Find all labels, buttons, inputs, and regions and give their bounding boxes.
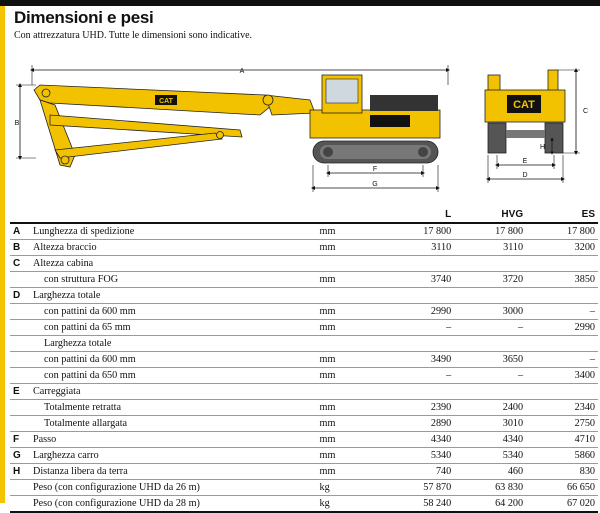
row-letter (10, 304, 30, 320)
table-row (10, 400, 598, 416)
row-label: con pattini da 650 mm (43, 369, 136, 381)
upper-structure (310, 75, 440, 138)
row-label: Altezza braccio (32, 241, 97, 253)
row-label: Peso (con configurazione UHD da 26 m) (32, 481, 200, 493)
row-value-hvg (454, 256, 526, 272)
row-letter: B (13, 241, 21, 253)
row-value-es: 67 020 (566, 497, 595, 509)
row-label: Lunghezza di spedizione (32, 225, 135, 237)
row-value-l (382, 256, 454, 272)
row-value-l: 4340 (430, 433, 452, 445)
row-letter (10, 400, 30, 416)
dimensions-table (10, 208, 598, 513)
row-unit: mm (319, 321, 336, 333)
row-label: Carreggiata (32, 385, 81, 397)
right-track-front (545, 123, 563, 153)
counterweight-logo-plate (370, 115, 410, 127)
dimensions-figure (10, 55, 600, 205)
row-letter: E (13, 385, 20, 397)
page-accent-bar (0, 0, 5, 503)
table-row (10, 368, 598, 384)
boom-arm (34, 85, 315, 167)
table-row (10, 240, 598, 256)
row-letter: G (13, 449, 21, 461)
row-value-hvg: 5340 (502, 449, 524, 461)
header-rule (0, 0, 600, 6)
row-label: Distanza libera da terra (32, 465, 128, 477)
row-value-es: – (589, 305, 595, 317)
row-unit: mm (319, 465, 336, 477)
row-value-l: – (446, 369, 452, 381)
row-value-es (526, 336, 598, 352)
row-value-hvg: 460 (507, 465, 524, 477)
row-value-hvg: 2400 (502, 401, 524, 413)
row-value-l: 5340 (430, 449, 452, 461)
row-letter (10, 320, 30, 336)
page-title: Dimensioni e pesi (14, 8, 154, 27)
row-value-es: 17 800 (566, 225, 595, 237)
row-value-hvg: – (518, 321, 524, 333)
row-label: Larghezza totale (32, 289, 101, 301)
row-letter: A (13, 225, 21, 237)
row-value-l: 2390 (430, 401, 452, 413)
row-unit: kg (319, 497, 330, 509)
table-row (10, 464, 598, 480)
row-label: Larghezza carro (32, 449, 99, 461)
dimension-c-label: C (583, 108, 589, 115)
row-label: con struttura FOG (43, 273, 119, 285)
table-row (10, 352, 598, 368)
row-unit (317, 256, 383, 272)
table-row (10, 448, 598, 464)
table-row (10, 480, 598, 496)
cab-window (326, 79, 358, 103)
table-row (10, 272, 598, 288)
row-unit: mm (319, 417, 336, 429)
row-unit (317, 336, 383, 352)
table-row (10, 496, 598, 513)
row-value-l: 58 240 (423, 497, 452, 509)
row-value-es: 3400 (574, 369, 595, 381)
row-value-hvg (454, 288, 526, 304)
row-letter: D (13, 289, 21, 301)
row-value-l: 2990 (430, 305, 452, 317)
column-header-es: ES (526, 208, 598, 223)
row-value-hvg: 3720 (502, 273, 524, 285)
row-letter: H (13, 465, 21, 477)
row-value-l: 17 800 (423, 225, 452, 237)
row-value-es (526, 384, 598, 400)
dimension-e-label: E (522, 158, 528, 165)
row-label: Altezza cabina (32, 257, 94, 269)
table-header-row (10, 208, 598, 223)
column-header-hvg: HVG (454, 208, 526, 223)
row-letter: C (13, 257, 21, 269)
table-row (10, 320, 598, 336)
row-unit: mm (319, 433, 336, 445)
table-body (10, 223, 598, 512)
row-label: Totalmente allargata (43, 417, 128, 429)
row-value-hvg: 3650 (502, 353, 524, 365)
row-unit: mm (319, 273, 336, 285)
dimension-h-label: H (540, 144, 546, 151)
row-value-hvg (454, 384, 526, 400)
left-track-front (488, 123, 506, 153)
row-value-l: 3740 (430, 273, 452, 285)
row-value-l: 3490 (430, 353, 452, 365)
track-side-view (313, 141, 438, 163)
row-letter (10, 496, 30, 513)
row-unit: kg (319, 481, 330, 493)
row-value-es: 2340 (574, 401, 595, 413)
row-letter (10, 336, 30, 352)
excavator-drawing (10, 55, 600, 205)
row-unit: mm (319, 449, 336, 461)
row-value-l: – (446, 321, 452, 333)
excavator-front-view (485, 70, 565, 153)
row-letter (10, 416, 30, 432)
dimension-d-label: D (522, 172, 528, 179)
row-value-es: 3850 (574, 273, 595, 285)
row-unit (317, 288, 383, 304)
table-row (10, 432, 598, 448)
page-subtitle: Con attrezzatura UHD. Tutte le dimensioni sono indicative. (14, 30, 253, 41)
row-value-l: 3110 (431, 241, 452, 253)
row-letter (10, 272, 30, 288)
row-letter (10, 352, 30, 368)
row-value-es: 4710 (574, 433, 595, 445)
table-row (10, 304, 598, 320)
row-value-hvg: 3010 (502, 417, 524, 429)
row-value-hvg: – (518, 369, 524, 381)
row-letter (10, 368, 30, 384)
row-value-l: 740 (435, 465, 452, 477)
table-row (10, 288, 598, 304)
row-value-es (526, 288, 598, 304)
table-row (10, 256, 598, 272)
boom-brand-logo: CAT (159, 98, 173, 105)
row-value-es: 2750 (574, 417, 595, 429)
table-row (10, 416, 598, 432)
row-label: Larghezza totale (43, 337, 112, 349)
row-value-hvg: 63 830 (495, 481, 524, 493)
row-value-es: – (589, 353, 595, 365)
row-unit: mm (319, 305, 336, 317)
row-unit: mm (319, 225, 336, 237)
row-label: con pattini da 600 mm (43, 353, 136, 365)
row-value-l: 57 870 (423, 481, 452, 493)
front-brand-logo: CAT (513, 99, 535, 111)
row-value-l (382, 288, 454, 304)
row-value-hvg: 64 200 (495, 497, 524, 509)
engine-cover (370, 95, 438, 111)
row-unit: mm (319, 401, 336, 413)
row-value-l (382, 384, 454, 400)
dimension-g-label: G (372, 181, 378, 188)
row-label: con pattini da 600 mm (43, 305, 136, 317)
dimension-b-label: B (14, 120, 20, 127)
row-letter: F (13, 433, 20, 445)
table-row (10, 384, 598, 400)
row-value-es (526, 256, 598, 272)
row-unit (317, 384, 383, 400)
row-value-es: 3200 (574, 241, 595, 253)
dimension-f-label: F (372, 166, 378, 173)
dimension-a-label: A (239, 68, 245, 75)
row-unit: mm (319, 369, 336, 381)
row-label: Totalmente retratta (43, 401, 122, 413)
row-value-hvg (454, 336, 526, 352)
row-value-l: 2890 (430, 417, 452, 429)
table-row (10, 336, 598, 352)
row-value-es: 66 650 (566, 481, 595, 493)
row-letter (10, 480, 30, 496)
row-value-hvg: 3110 (503, 241, 524, 253)
table-row (10, 223, 598, 240)
row-value-es: 830 (579, 465, 595, 477)
row-unit: mm (319, 353, 336, 365)
row-unit: mm (319, 241, 336, 253)
row-label: con pattini da 65 mm (43, 321, 131, 333)
row-value-hvg: 4340 (502, 433, 524, 445)
row-value-es: 5860 (574, 449, 595, 461)
column-header-l: L (382, 208, 454, 223)
row-value-hvg: 17 800 (495, 225, 524, 237)
row-value-es: 2990 (574, 321, 595, 333)
row-value-hvg: 3000 (502, 305, 524, 317)
row-label: Passo (32, 433, 57, 445)
row-label: Peso (con configurazione UHD da 28 m) (32, 497, 200, 509)
row-value-l (382, 336, 454, 352)
